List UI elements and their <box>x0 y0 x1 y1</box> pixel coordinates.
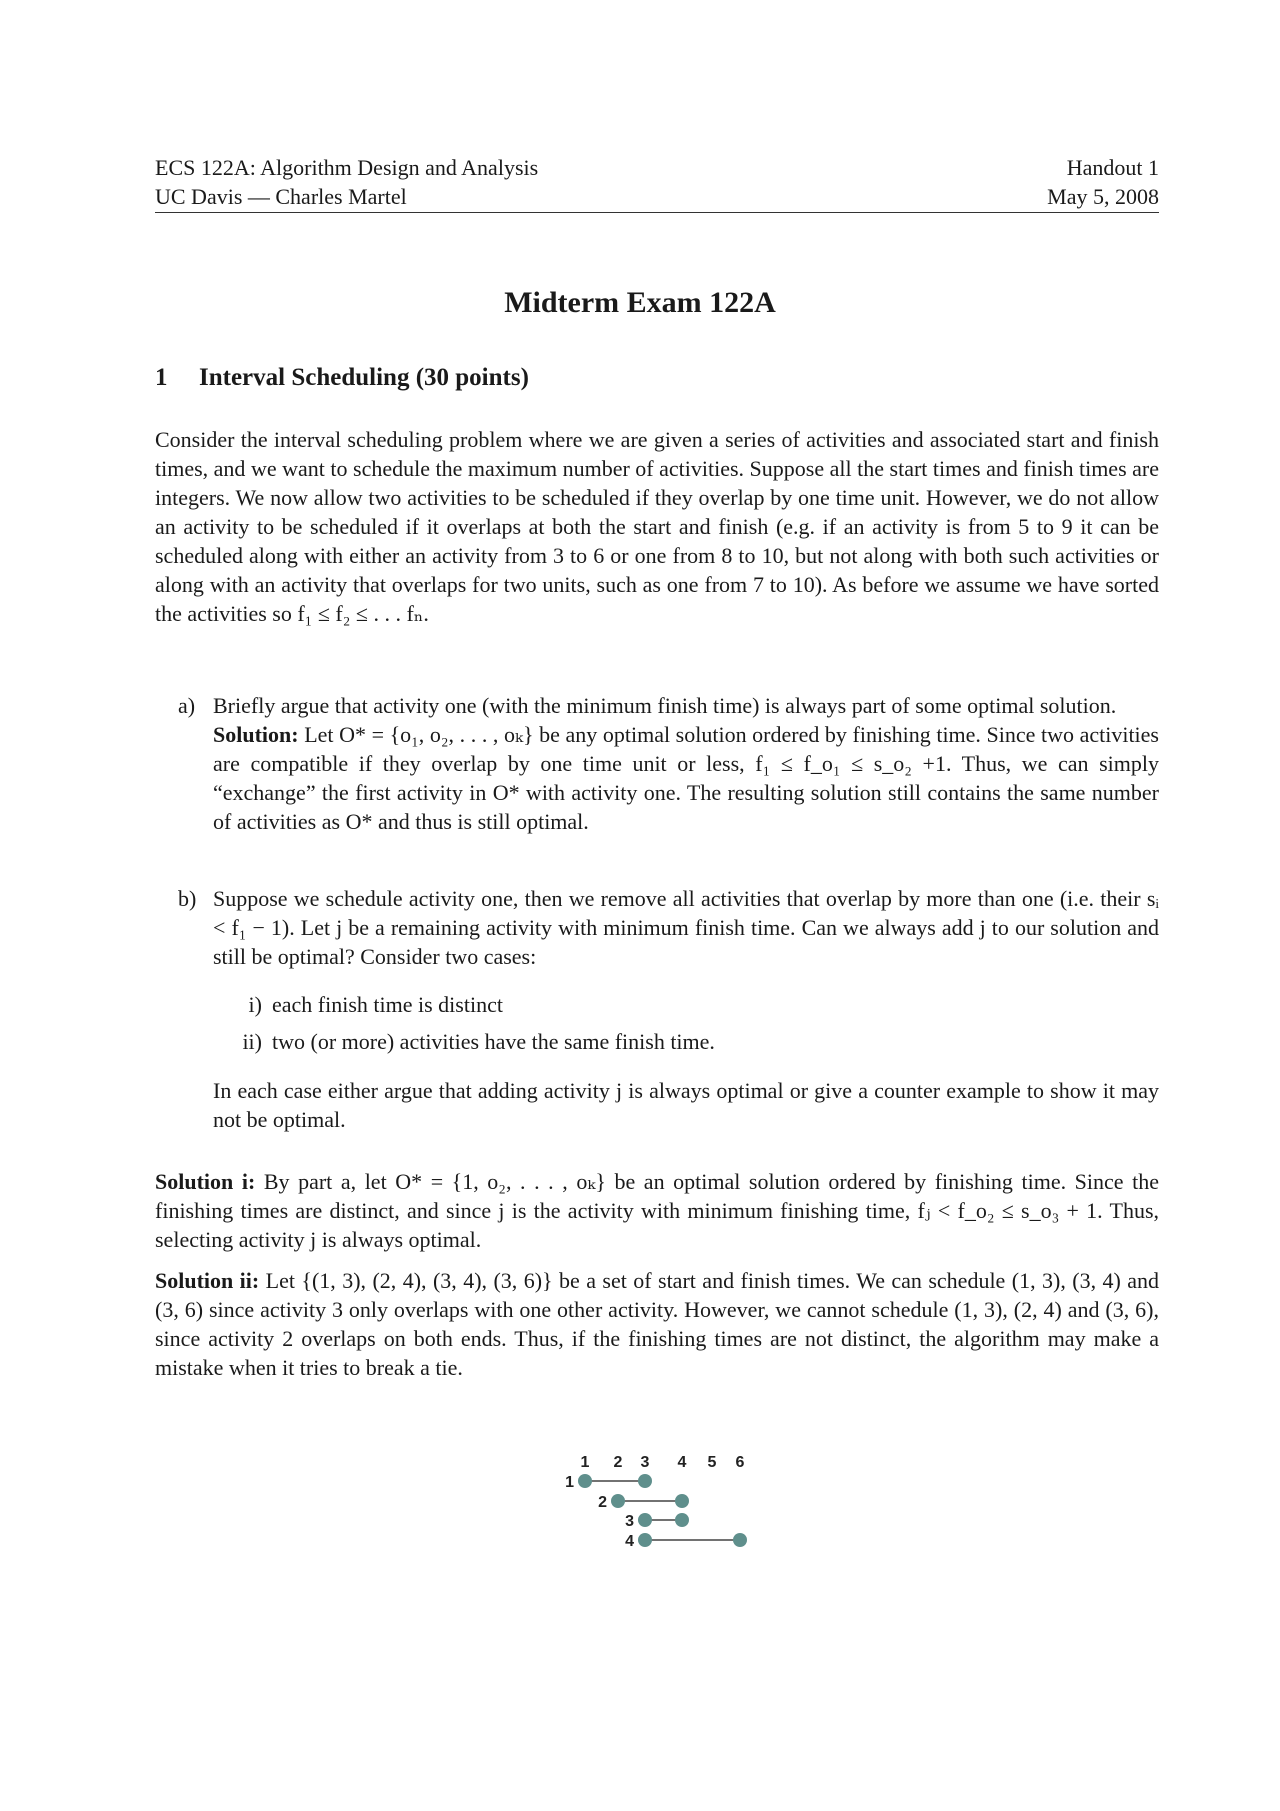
finish-point <box>733 1533 747 1547</box>
part-b-closing <box>178 1076 1159 1134</box>
solution-label: Solution: <box>213 722 299 747</box>
solution-text: Let O* = {o₁, o₂, . . . , oₖ} be any optimal solution ordered by finishing time. Since two activities are compatible if they overlap by one time unit or less, f₁ ≤ f_o₁ ≤ s_o₂ +1. Thus, we can simply “exchange” the first activity in O* with activity one. The resulting solution still contains the same number of activities as O* and thus is still optimal. <box>213 722 1159 834</box>
time-label: 6 <box>735 1454 745 1471</box>
case-text: each finish time is distinct <box>272 992 503 1017</box>
handout-number: Handout 1 <box>1066 155 1159 180</box>
author: UC Davis — Charles Martel <box>155 184 407 209</box>
part-a <box>178 691 1159 836</box>
solution-ii <box>155 1266 1159 1382</box>
case-label: i) <box>248 992 262 1017</box>
activity-label: 3 <box>625 1513 634 1530</box>
time-label: 3 <box>640 1454 650 1471</box>
finish-point <box>675 1513 689 1527</box>
case-text: two (or more) activities have the same finish time. <box>272 1029 715 1054</box>
section-heading <box>155 364 529 392</box>
solution-i-text: By part a, let O* = {1, o₂, . . . , oₖ} be an optimal solution ordered by finishing time. Since the finishing times are distinct, and since j is the activity with minimum finishing time, fⱼ < f_o₂ ≤ s_o₃ + 1. Thus, selecting activity j is always optimal. <box>155 1169 1159 1252</box>
start-point <box>578 1474 592 1488</box>
solution-ii-text: Let {(1, 3), (2, 4), (3, 4), (3, 6)} be a set of start and finish times. We can schedule (1, 3), (3, 4) and (3, 6) since activity 3 only overlaps with one other activity. However, we cannot schedule (1, 3), (2, 4) and (3, 6), since activity 2 overlaps on both ends. Thus, if the finishing times are not distinct, the algorithm may make a mistake when it tries to break a tie. <box>155 1268 1160 1380</box>
date: May 5, 2008 <box>1047 184 1159 209</box>
case-i <box>230 990 503 1019</box>
start-point <box>638 1533 652 1547</box>
part-a-label: a) <box>178 693 196 718</box>
solution-i <box>155 1167 1159 1254</box>
time-label: 1 <box>580 1454 590 1471</box>
intro-paragraph: Consider the interval scheduling problem where we are given a series of activities and associated start and finish times, and we want to schedule the maximum number of activities. Suppose all the start times and finish times are integers. We now allow two activities to be scheduled if they overlap by one time unit. However, we do not allow an activity to be scheduled if it overlaps at both the start and finish (e.g. if an activity is from 5 to 9 it can be scheduled along with either an activity from 3 to 6 or one from 8 to 10, but not along with both such activities or along with an activity that overlaps for two units, such as one from 7 to 10). As before we assume we have sorted the activities so f₁ ≤ f₂ ≤ . . . fₙ. <box>155 427 1159 626</box>
section-title: Interval Scheduling (30 points) <box>199 364 529 391</box>
closing-text: In each case either argue that adding activity j is always optimal or give a counter example to show it may not be optimal. <box>213 1078 1159 1132</box>
part-b-label: b) <box>178 886 197 911</box>
solution-ii-label: Solution ii: <box>155 1268 260 1293</box>
section-number: 1 <box>155 364 168 391</box>
part-b <box>178 884 1159 971</box>
case-label: ii) <box>242 1029 262 1054</box>
header-rule <box>155 212 1159 213</box>
start-point <box>638 1513 652 1527</box>
solution-i-label: Solution i: <box>155 1169 256 1194</box>
part-a-question: Briefly argue that activity one (with the minimum finish time) is always part of some optimal solution. <box>213 693 1117 718</box>
case-ii <box>230 1027 715 1056</box>
course-title: ECS 122A: Algorithm Design and Analysis <box>155 155 539 180</box>
time-label: 5 <box>707 1454 717 1471</box>
part-a-solution <box>213 720 1159 836</box>
page-header <box>155 153 1159 211</box>
start-point <box>611 1494 625 1508</box>
interval-diagram <box>540 1430 800 1560</box>
finish-point <box>638 1474 652 1488</box>
activity-label: 4 <box>625 1533 634 1550</box>
finish-point <box>675 1494 689 1508</box>
page-title: Midterm Exam 122A <box>504 286 776 319</box>
activity-label: 1 <box>565 1474 574 1491</box>
time-label: 4 <box>677 1454 687 1471</box>
activity-label: 2 <box>598 1494 607 1511</box>
part-b-question: Suppose we schedule activity one, then we remove all activities that overlap by more than one (i.e. their sᵢ < f₁ − 1). Let j be a remaining activity with minimum finish time. Can we always add j to our solution and still be optimal? Consider two cases: <box>213 886 1159 969</box>
time-label: 2 <box>613 1454 623 1471</box>
header-right <box>1047 153 1159 211</box>
